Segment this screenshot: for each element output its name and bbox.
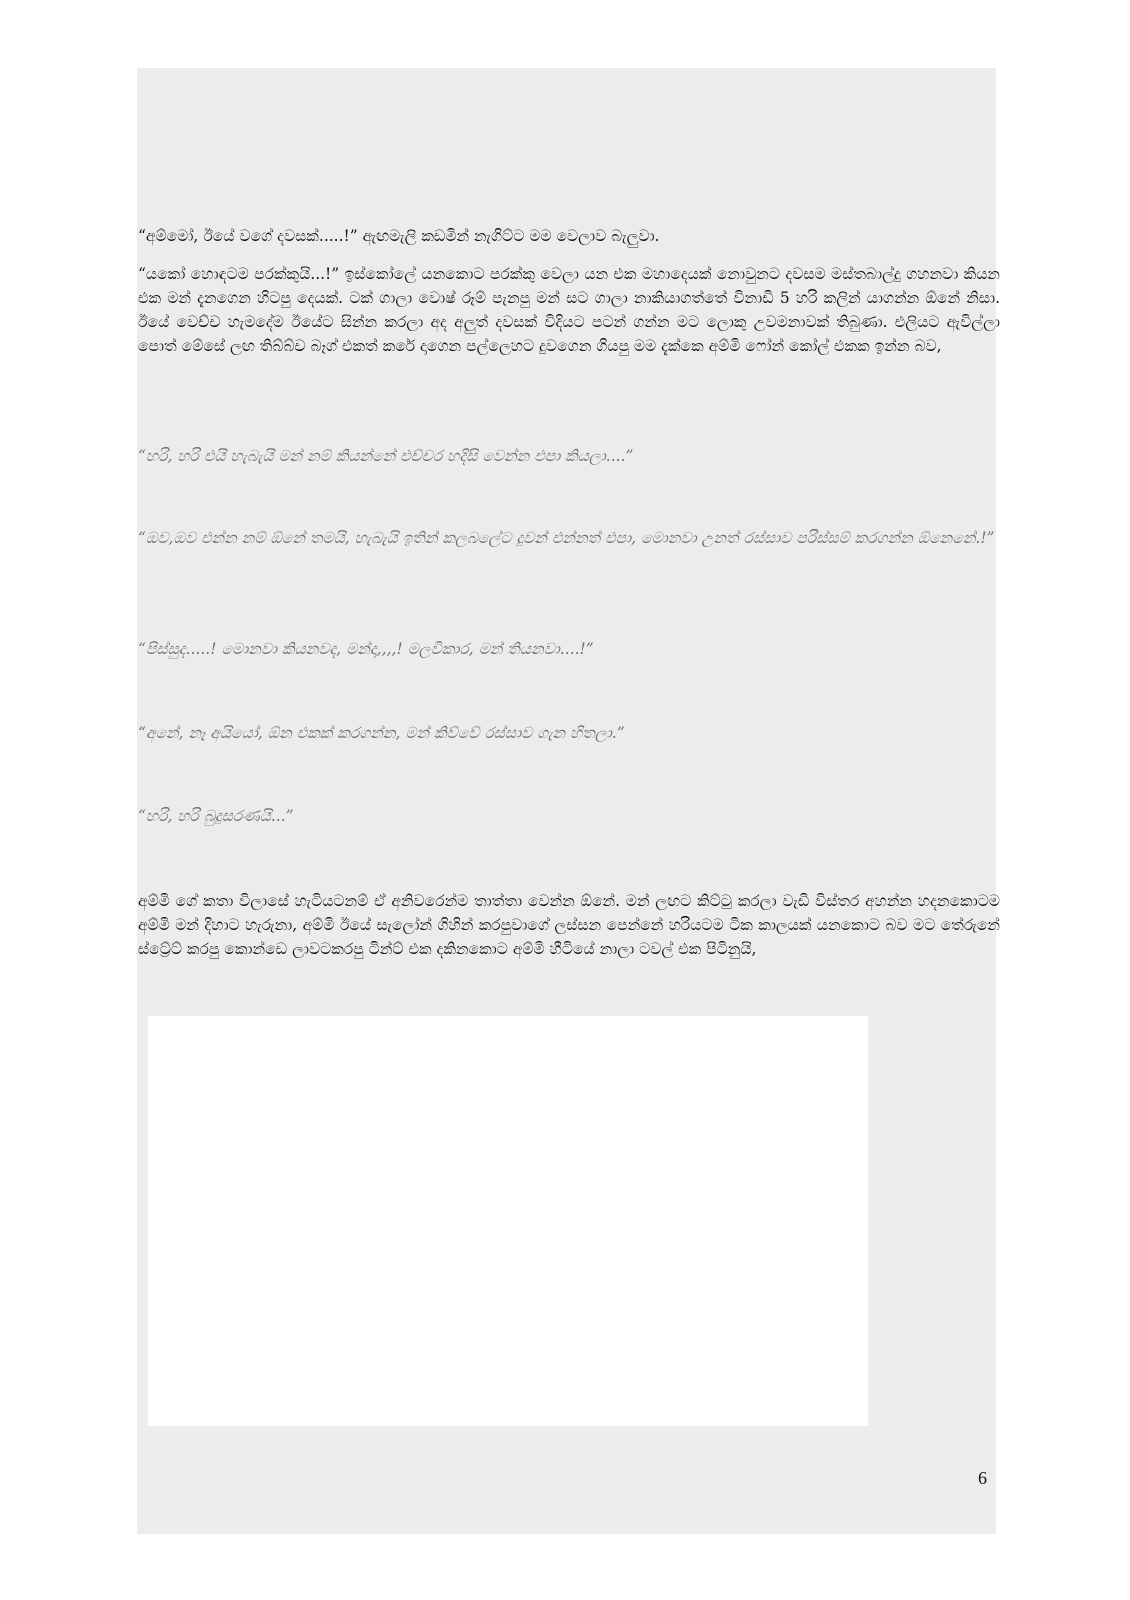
dialogue-line-5: “හරි, හරි බුදුසරණයි...” <box>138 807 294 825</box>
dialogue-line-1: “හරි, හරි එයි හැබැයි මන් නම් කියන්නේ එච්චර හදිසි වෙන්න එපා කියලා....” <box>138 447 634 465</box>
dialogue-line-2: “ඔව,ඔව එන්න නම් ඕනේ තමයි, හැබැයි ඉතින් කලබලේට දුවන් එන්නත් එපා, මොනවා උනත් රස්සාව පරිස්සම් කරගන්න ඕනෙනේ.!” <box>138 529 995 547</box>
paragraph-late-morning: “යකෝ හොඳටම පරක්කුයි...!” ඉස්කෝලේ යනකොට පරක්කු වෙලා යන එක මහාදෙයක් නොවුනට දවසම මස්තබාල්දු ගහනවා කියන එක මන් දැනගෙන හිටපු දෙයක්. ටක් ගාලා වොෂ් රූම් පැනපු මන් සට ගාලා නාකියාගත්තේ විනාඩි 5 හරි කලින් යාගන්න ඕනේ නිසා. ඊයේ වෙච්ච හැමදේම ඊයේට සින්න කරලා අද අලුත් දවසක් විදියට පටන් ගන්න මට ලොකු උවමනාවක් තිබුණා. එලියට ඇවිල්ලා පොත් මේසේ ලඟ තිබ්බ්ච බෑග් එකත් කරේ දාගෙන පල්ලෙහට දුවගෙන ගියපු මම දැක්කෙ අම්මි ෆෝන් කෝල් එකක ඉන්න බව, <box>138 265 1000 355</box>
blank-image-area <box>148 1016 868 1426</box>
dialogue-line-4: “අනේ, නෑ අයියෝ, ඕන එකක් කරගන්න, මන් කිව්වේ රස්සාව ගැන හිතලා.” <box>138 724 625 742</box>
dialogue-line-3: “පිස්සුද.....! මොනවා කියනවද, මන්දා,,,,! මලවිකාර, මන් තියනවා....!” <box>138 640 594 658</box>
page-number: 6 <box>978 1468 987 1488</box>
paragraph-opening: “අම්මෝ, ඊයේ වගේ දවසක්.....!” ඇඟමැලි කඩමින් නැගිට්ට මම වෙලාව බැලුවා. <box>138 227 660 245</box>
paragraph-mother-description: අම්මි ගේ කතා විලාසේ හැටියටනම් ඒ අනිවරෙන්ම තාත්තා වෙන්න ඕනේ. මන් ලඟට කිට්ටු කරලා වැඩි විස්තර අහන්න හදනකොටම අම්මි මන් දිහාට හැරුනා, අම්මි ඊයේ සැලෝන් ගිහින් කරපුවාගේ ලස්සන පෙන්නේ හරියටම ටික කාලයක් යනකොට බව මට තේරුනේ ස්ට්‍රේට් කරපු කොන්ඩෙ ලාවටකරපු ටින්ට් එක දකිනකොට අම්මි හීටියේ නාලා ටවල් එක පිටිනුයි, <box>138 892 1000 958</box>
